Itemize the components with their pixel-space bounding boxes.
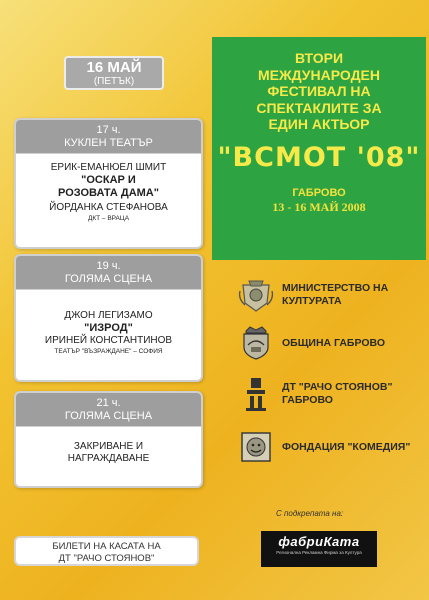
sponsor-name: фабриКата [278,534,360,549]
event-card-header [16,393,201,427]
event-card-body [16,427,201,471]
theatre-logo-icon [236,375,276,413]
gabrovo-crest-icon [236,324,276,362]
comedy-foundation-logo-icon [236,428,276,466]
date-day: 16 МАЙ [86,59,142,76]
festival-panel [212,37,426,260]
date-weekday: (ПЕТЪК) [93,76,135,87]
event-theatre: ДКТ – ВРАЦА [87,215,130,222]
event-time: 21 ч. [96,397,121,409]
event-venue: ГОЛЯМА СЦЕНА [64,410,153,422]
event-time: 17 ч. [96,124,121,136]
organizer-gabrovo [236,324,385,362]
event-venue: ГОЛЯМА СЦЕНА [64,273,153,285]
sponsor-logo [261,531,377,567]
tickets-box [14,536,199,566]
event-time: 19 ч. [96,260,121,272]
organizer-label: ФОНДАЦИЯ "КОМЕДИЯ" [282,440,411,453]
festival-heading [212,50,426,133]
organizer-label: ОБЩИНА ГАБРОВО [282,336,385,349]
event-title-line1: "ОСКАР И [81,174,136,186]
event-actor: ИРИНЕЙ КОНСТАНТИНОВ [44,335,173,346]
event-venue: КУКЛЕН ТЕАТЪР [64,137,153,149]
date-box [64,56,164,90]
festival-line: ВТОРИ [294,50,344,66]
event-card-header [16,256,201,290]
event-card-body [16,154,201,229]
festival-dates: 13 - 16 МАЙ 2008 [272,199,366,214]
event-theatre: ТЕАТЪР "ВЪЗРАЖДАНЕ" – СОФИЯ [54,348,163,355]
event-actor: ЙОРДАНКА СТЕФАНОВА [49,202,168,213]
festival-line: ФЕСТИВАЛ НА [267,83,371,99]
ministry-crest-icon [236,276,276,314]
sponsor-subtitle: Регионална Рекламна Фирма за Култура [276,550,362,555]
organizer-label: КУЛТУРАТА [282,295,342,307]
organizer-label: ГАБРОВО [282,394,333,406]
event-card-body [16,290,201,362]
organizer-theatre [236,375,392,413]
organizer-comedy [236,428,410,466]
event-card-1 [14,118,203,249]
event-card-2 [14,254,203,382]
event-author: ДЖОН ЛЕГИЗАМО [64,310,153,321]
tickets-line2: ДТ "РАЧО СТОЯНОВ" [58,553,155,564]
event-closing-line2: НАГРАЖДАВАНЕ [67,453,150,464]
event-closing-line1: ЗАКРИВАНЕ И [73,441,144,452]
event-card-3 [14,391,203,488]
tickets-line1: БИЛЕТИ НА КАСАТА НА [52,541,161,552]
event-title-line2: РОЗОВАТА ДАМА" [58,187,159,199]
festival-line: ЕДИН АКТЬОР [268,116,370,132]
festival-line: МЕЖДУНАРОДЕН [257,66,380,83]
event-card-header [16,120,201,154]
organizer-ministry [236,276,388,314]
festival-city: ГАБРОВО [292,186,346,199]
organizer-label: МИНИСТЕРСТВО НА [282,282,389,294]
event-title-line1: "ИЗРОД" [84,322,133,334]
support-text: С подкрепата на: [276,509,344,518]
event-author: ЕРИК-ЕМАНЮЕЛ ШМИТ [50,162,167,173]
organizer-label: ДТ "РАЧО СТОЯНОВ" [282,381,393,393]
festival-name: "ВСМОТ '08" [217,141,421,173]
festival-line: СПЕКТАКЛИТЕ ЗА [256,99,382,116]
